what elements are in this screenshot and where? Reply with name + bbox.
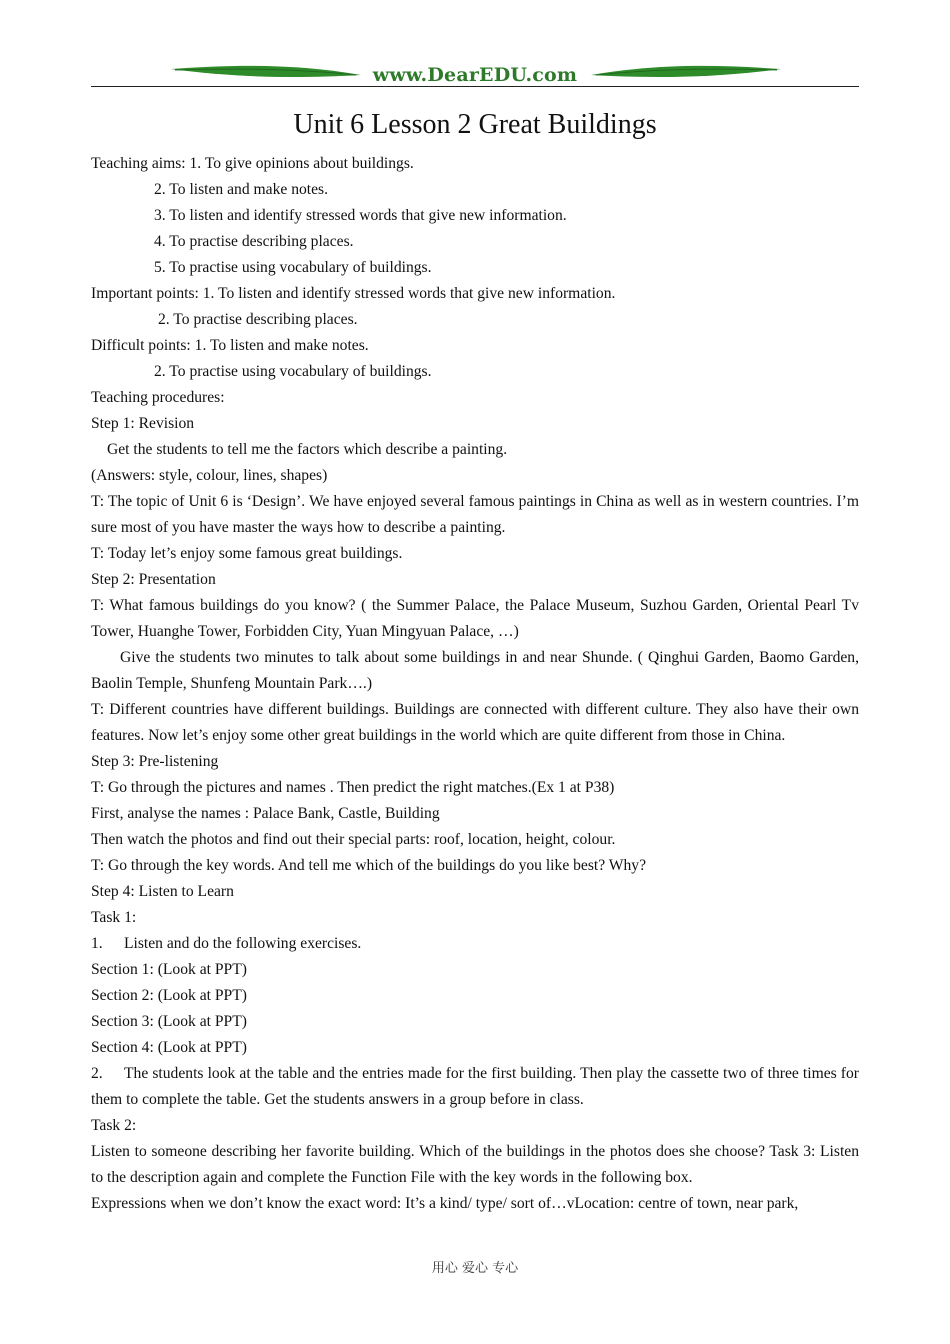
aims-line: 5. To practise using vocabulary of buildings. [154,259,432,276]
list-number: 2. [91,1065,103,1082]
paragraph: Give the students two minutes to talk about some buildings in and near Shunde. ( Qinghui Garden, Baomo Garden, Baolin Temple, Shunfeng Mountain Park….) [91,649,859,692]
step-heading: Step 3: Pre-listening [91,753,219,770]
paragraph: T: Different countries have different buildings. Buildings are connected with different culture. They also have their own features. Now let’s enjoy some other great buildings in the world which are quite different from those in China. [91,701,859,744]
important-points-line: 2. To practise describing places. [158,311,358,328]
step-heading: Step 1: Revision [91,415,195,432]
paragraph: T: What famous buildings do you know? ( the Summer Palace, the Palace Museum, Suzhou Garden, Oriental Pearl Tv Tower, Huanghe Tower, Forbidden City, Yuan Mingyuan Palace, …) [91,597,859,640]
list-item [91,1061,859,1113]
list-item [91,931,859,957]
paragraph: T: Go through the key words. And tell me which of the buildings do you like best? Why? [91,857,647,874]
section-line: Section 2: (Look at PPT) [91,987,247,1004]
step-heading: Step 2: Presentation [91,571,216,588]
paragraph: First, analyse the names : Palace Bank, Castle, Building [91,805,440,822]
aims-line: 3. To listen and identify stressed words that give new information. [154,207,567,224]
task-heading: Task 2: [91,1117,137,1134]
aims-line: 4. To practise describing places. [154,233,354,250]
paragraph: T: Today let’s enjoy some famous great buildings. [91,545,403,562]
aims-line: 2. To listen and make notes. [154,181,329,198]
document-title: Unit 6 Lesson 2 Great Buildings [293,109,657,140]
list-number: 1. [91,935,103,952]
task-heading: Task 1: [91,909,137,926]
difficult-points-line: 2. To practise using vocabulary of buildings. [154,363,432,380]
list-item-text: Listen and do the following exercises. [124,935,362,952]
section-line: Section 3: (Look at PPT) [91,1013,247,1030]
paragraph: Get the students to tell me the factors which describe a painting. [107,441,508,458]
header-divider [91,86,859,87]
logo-text: www.DearEDU.com [372,64,578,86]
paragraph: Listen to someone describing her favorite building. Which of the buildings in the photos does she choose? Task 3: Listen to the description again and complete the Function File with the key words in the following box. [91,1143,859,1186]
paragraph: Expressions when we don’t know the exact word: It’s a kind/ type/ sort of…vLocation: centre of town, near park, [91,1195,799,1212]
page-header [91,60,859,90]
paragraph: (Answers: style, colour, lines, shapes) [91,467,328,484]
difficult-points-line: Difficult points: 1. To listen and make notes. [91,337,369,354]
section-line: Section 4: (Look at PPT) [91,1039,247,1056]
step-heading: Step 4: Listen to Learn [91,883,234,900]
list-item-text: The students look at the table and the entries made for the first building. Then play the cassette two of three times for them to complete the table. Get the students answers in a group before in class. [91,1065,859,1108]
procedures-heading: Teaching procedures: [91,389,225,406]
paragraph: T: The topic of Unit 6 is ‘Design’. We have enjoyed several famous paintings in China as well as in western countries. I’m sure most of you have master the ways how to describe a painting. [91,493,859,536]
aims-line: Teaching aims: 1. To give opinions about buildings. [91,155,414,172]
paragraph: Then watch the photos and find out their special parts: roof, location, height, colour. [91,831,616,848]
page-footer: 用心 爱心 专心 [431,1261,519,1276]
paragraph: T: Go through the pictures and names . Then predict the right matches.(Ex 1 at P38) [91,779,615,796]
document-body [91,151,859,1217]
important-points-line: Important points: 1. To listen and identify stressed words that give new information. [91,285,616,302]
section-line: Section 1: (Look at PPT) [91,961,247,978]
